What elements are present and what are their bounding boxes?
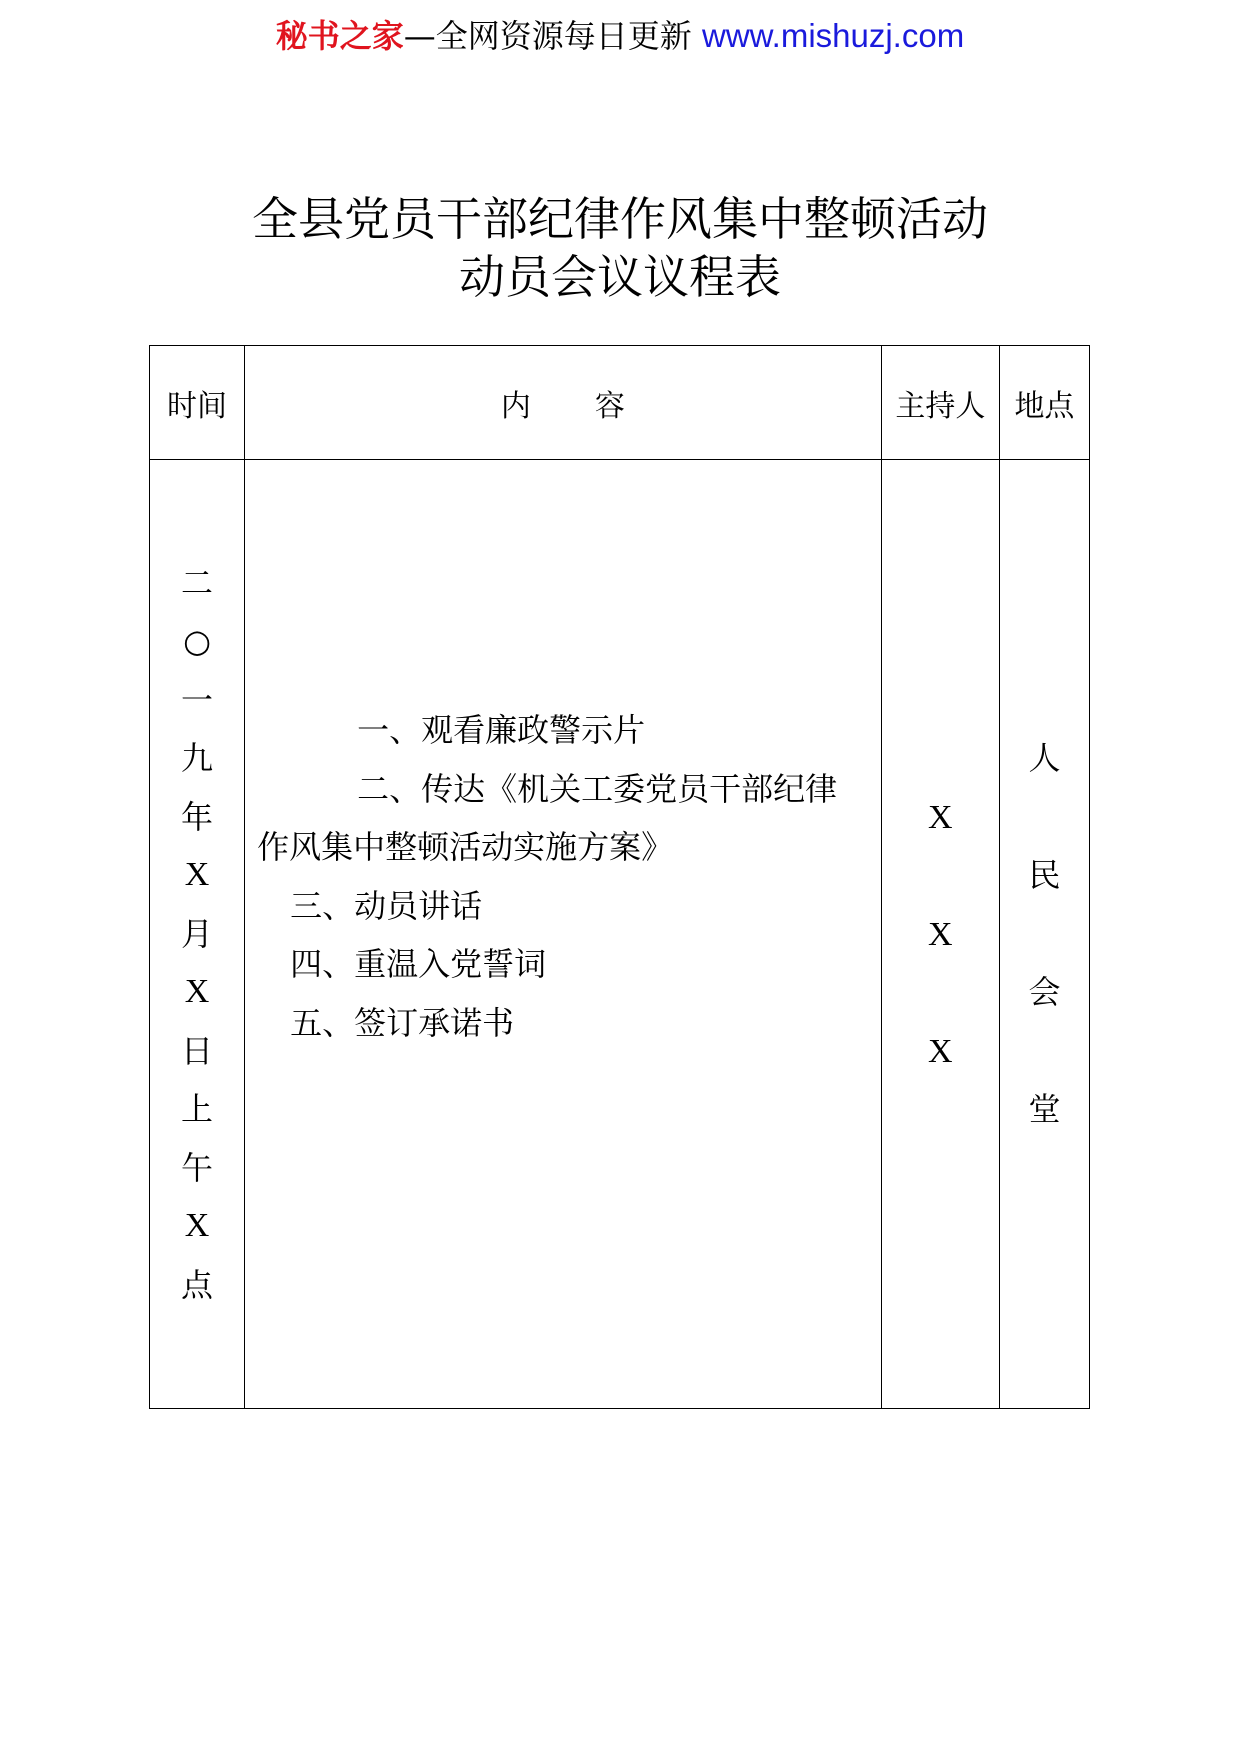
time-char: 年 [181,797,214,836]
header-host: 主持人 [881,346,999,460]
title-line-2: 动员会议议程表 [459,250,781,304]
header-place: 地点 [999,346,1089,460]
place-char: 人 [1028,739,1061,777]
time-char: 日 [181,1031,214,1070]
time-char: 上 [181,1090,214,1129]
place-char: 堂 [1028,1090,1061,1128]
place-vertical-text [1000,700,1089,1168]
agenda-item-2: 二、传达《机关工委党员干部纪律 [357,769,838,808]
site-url[interactable]: www.mishuzj.com [701,17,965,54]
header-content-part2: 容 [594,388,625,424]
host-char: X [928,1032,953,1070]
place-char: 民 [1028,856,1061,894]
time-vertical-text [150,554,244,1315]
content-cell [245,460,882,1409]
agenda-item-1: 一、观看廉政警示片 [357,711,646,749]
host-vertical-text [882,759,999,1110]
header-content-part1: 内 [500,388,531,424]
place-char: 会 [1028,973,1061,1011]
time-char: 月 [181,914,214,953]
time-char: 九 [181,739,214,778]
place-cell [999,460,1089,1409]
time-char: X [184,973,210,1011]
title-line-1: 全县党员干部纪律作风集中整顿活动 [252,192,988,246]
table-header-row [150,346,1090,460]
time-char: 午 [181,1148,214,1187]
header-time: 时间 [150,346,245,460]
document-title [0,190,1240,306]
agenda-item-3: 三、动员讲话 [290,886,483,925]
host-cell [881,460,999,1409]
site-banner [0,14,1240,58]
host-char: X [928,798,953,836]
agenda-table [149,345,1090,1409]
agenda-item-4: 四、重温入党誓词 [290,945,547,983]
header-content [245,346,882,460]
site-brand: 秘书之家 [275,17,404,55]
time-char: ○ [183,622,211,661]
time-char: 点 [181,1265,214,1304]
table-body-row [150,460,1090,1409]
time-cell [150,460,245,1409]
agenda-item-2-continued: 作风集中整顿活动实施方案》 [257,828,674,866]
agenda-item-5: 五、签订承诺书 [290,1003,515,1042]
agenda-items [245,701,881,1052]
time-char: X [184,1207,210,1245]
time-char: 一 [181,680,214,719]
time-char: 二 [181,563,214,602]
host-char: X [928,915,953,953]
site-tagline: —全网资源每日更新 [403,17,692,55]
time-char: X [184,856,210,894]
